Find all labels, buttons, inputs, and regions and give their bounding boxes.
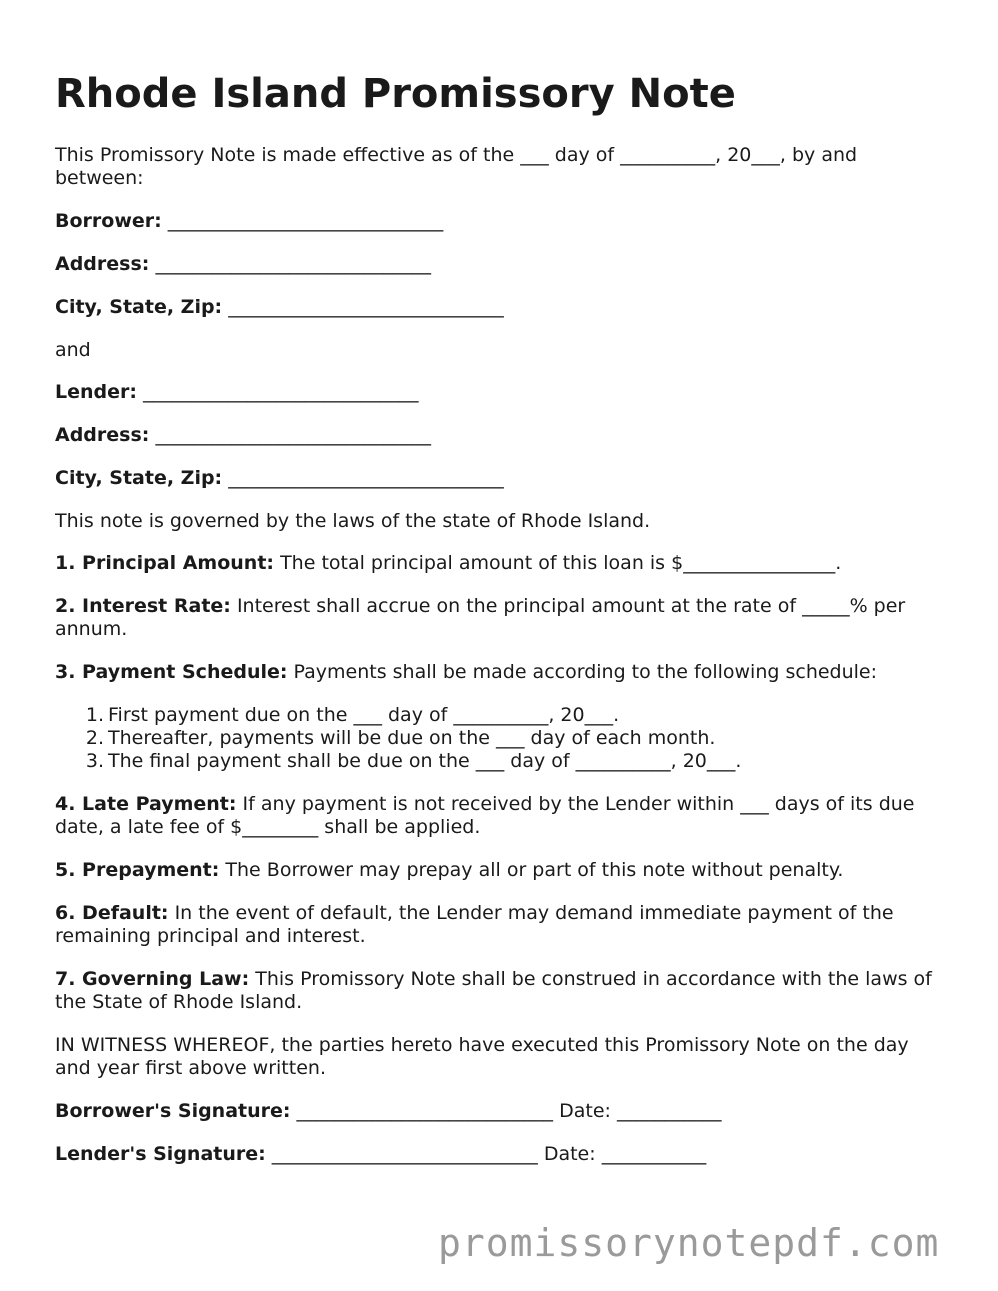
list-number: 3.: [85, 750, 104, 772]
lender-name-field: [55, 381, 945, 404]
section-default: [55, 902, 945, 948]
list-item: [78, 704, 619, 727]
list-number: 2.: [85, 727, 104, 749]
section-text: The Borrower may prepay all or part of this note without penalty.: [225, 859, 844, 881]
borrower-signature-field: [55, 1100, 945, 1123]
section-text: This Promissory Note shall be construed in accordance with the laws of the State of Rhode Island.: [55, 968, 932, 1013]
list-text: First payment due on the ___ day of __________, 20___.: [108, 704, 620, 726]
section-heading: 1. Principal Amount:: [55, 552, 275, 574]
borrower-address-label: Address:: [55, 253, 150, 275]
borrower-signature-line: ___________________________: [296, 1100, 554, 1122]
list-number: 1.: [85, 704, 104, 726]
lender-city-label: City, State, Zip:: [55, 467, 223, 489]
borrower-name-field: [55, 210, 945, 233]
section-text: Interest shall accrue on the principal amount at the rate of _____% per annum.: [55, 595, 906, 640]
borrower-city-field: [55, 296, 945, 319]
borrower-address-field: [55, 253, 945, 276]
lender-date-label: Date:: [543, 1143, 596, 1165]
borrower-signature-label: Borrower's Signature:: [55, 1100, 291, 1122]
section-text: The total principal amount of this loan is $________________.: [280, 552, 842, 574]
section-payment-schedule: [55, 661, 945, 684]
borrower-date-line: ___________: [616, 1100, 722, 1122]
borrower-name-label: Borrower:: [55, 210, 162, 232]
list-text: The final payment shall be due on the ___ day of __________, 20___.: [108, 750, 742, 772]
lender-name-line: _____________________________: [143, 381, 419, 403]
lender-city-line: _____________________________: [228, 467, 504, 489]
and-text: and: [55, 339, 91, 361]
list-text: Thereafter, payments will be due on the ___ day of each month.: [108, 727, 716, 749]
section-text: If any payment is not received by the Lender within ___ days of its due date, a late fee of $________ shall be applied.: [55, 793, 915, 838]
lender-signature-label: Lender's Signature:: [55, 1143, 266, 1165]
section-governing-law: [55, 968, 945, 1014]
lender-address-label: Address:: [55, 424, 150, 446]
lender-name-label: Lender:: [55, 381, 137, 403]
borrower-city-line: _____________________________: [228, 296, 504, 318]
borrower-city-label: City, State, Zip:: [55, 296, 223, 318]
lender-address-field: [55, 424, 945, 447]
lender-city-field: [55, 467, 945, 490]
section-text: Payments shall be made according to the following schedule:: [293, 661, 878, 683]
lender-signature-line: ____________________________: [271, 1143, 538, 1165]
list-item: [78, 750, 741, 773]
witness-paragraph: IN WITNESS WHEREOF, the parties hereto have executed this Promissory Note on the day and year first above written.: [55, 1034, 909, 1079]
lender-address-line: _____________________________: [155, 424, 431, 446]
page-title: Rhode Island Promissory Note: [55, 71, 736, 117]
section-principal: [55, 552, 945, 575]
section-heading: 7. Governing Law:: [55, 968, 250, 990]
section-heading: 5. Prepayment:: [55, 859, 220, 881]
intro-paragraph: This Promissory Note is made effective as of the ___ day of __________, 20___, by and between:: [55, 144, 858, 189]
section-text: In the event of default, the Lender may demand immediate payment of the remaining principal and interest.: [55, 902, 894, 947]
section-heading: 2. Interest Rate:: [55, 595, 231, 617]
borrower-date-label: Date:: [559, 1100, 611, 1122]
lender-date-line: ___________: [601, 1143, 707, 1165]
section-late-payment: [55, 793, 945, 839]
governing-statement: This note is governed by the laws of the state of Rhode Island.: [55, 510, 651, 532]
borrower-name-line: _____________________________: [167, 210, 444, 232]
list-item: [78, 727, 715, 750]
lender-signature-field: [55, 1143, 945, 1166]
section-interest: [55, 595, 945, 641]
watermark: promissorynotepdf.com: [438, 1221, 940, 1265]
section-heading: 3. Payment Schedule:: [55, 661, 288, 683]
borrower-address-line: _____________________________: [155, 253, 431, 275]
section-heading: 4. Late Payment:: [55, 793, 237, 815]
section-heading: 6. Default:: [55, 902, 169, 924]
section-prepayment: [55, 859, 945, 882]
